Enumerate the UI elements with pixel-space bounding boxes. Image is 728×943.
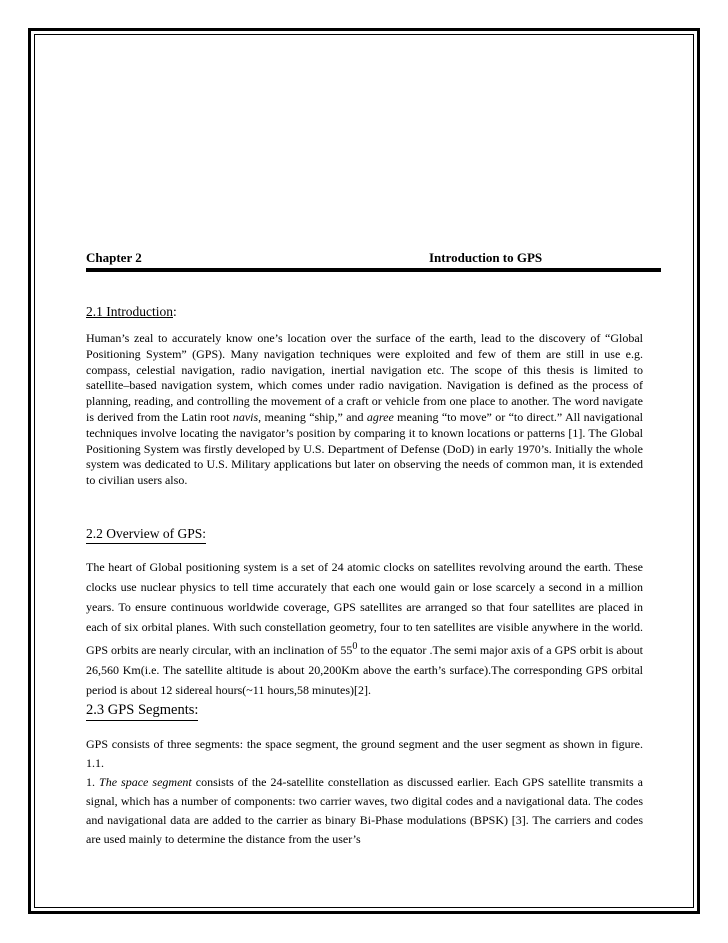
section-heading-colon: : — [173, 304, 177, 319]
text-run: meaning “to move” or “to direct.” All navigational techniques involve locating the navigator’s position by comparing it to known locations or patterns [1]. The Global Positioning System was firstly developed by U.S. Department of Defense (DoD) in early 1970’s. Initially the whole system was dedicated to U.S. Military applications but later on observing the needs of common man, it is extended to civilian users also. — [86, 409, 643, 488]
segments-text — [86, 735, 643, 849]
section-heading-segments: 2.3 GPS Segments: — [86, 702, 198, 721]
text-run: The heart of Global positioning system is a set of 24 atomic clocks on satellites revolving around the earth. These clocks use nuclear physics to tell time accurately that each one would gain or lose scarcely a second in a million years. To ensure continuous worldwide coverage, GPS satellites are arranged so that four satellites are placed in each of six orbital planes. With such constellation geometry, four to ten satellites are visible anywhere in the world. GPS orbits are nearly circular, with an inclination of 55 — [86, 560, 643, 657]
text-run: , meaning “ship,” and — [258, 409, 367, 424]
text-run: Human’s zeal to accurately know one’s location over the surface of the earth, lead to the discovery of “Global Positioning System” (GPS). Many navigation techniques were exploited and few of them are still in use e.g. compass, celestial navigation, radio navigation, inertial navigation etc. The scope of this thesis is limited to satellite–based navigation system, which comes under radio navigation. Navigation is defined as the process of planning, reading, and controlling the movement of a craft or vehicle from one place to another. The word navigate is derived from the Latin root — [86, 331, 643, 424]
list-number: 1. — [86, 775, 100, 789]
chapter-number: Chapter 2 — [86, 250, 142, 265]
italic-term-navis: navis — [232, 409, 259, 424]
italic-term-agree: agree — [366, 409, 394, 424]
paragraph-segments-intro: GPS consists of three segments: the space segment, the ground segment and the user segment as shown in figure. 1.1. — [86, 737, 643, 770]
chapter-title: Introduction to GPS — [429, 250, 543, 265]
superscript-degree: 0 — [352, 641, 358, 652]
header-rule — [86, 268, 661, 272]
text-run: consists of the 24-satellite constellation as discussed earlier. Each GPS satellite transmits a signal, which has a number of components: two carrier waves, two digital codes and a navigational data. The codes and navigational data are added to the carrier as binary Bi-Phase modulations (BPSK) [3]. The carriers and codes are used mainly to determine the distance from the user’s — [86, 775, 643, 846]
section-heading-introduction — [86, 304, 177, 320]
paragraph-introduction — [86, 331, 643, 489]
section-heading-overview: 2.2 Overview of GPS: — [86, 526, 206, 544]
section-heading-text: 2.1 Introduction — [86, 304, 173, 319]
chapter-header — [86, 250, 661, 268]
text-run: to the equator .The semi major axis of a GPS orbit is about 26,560 Km(i.e. The satellite altitude is about 20,200Km above the earth’s surface).The corresponding GPS orbital period is about 12 sidereal hours(~11 hours,58 minutes)[2]. — [86, 643, 643, 697]
italic-term-space-segment: The space segment — [99, 775, 192, 789]
paragraph-space-segment — [86, 773, 643, 849]
paragraph-overview — [86, 557, 643, 700]
